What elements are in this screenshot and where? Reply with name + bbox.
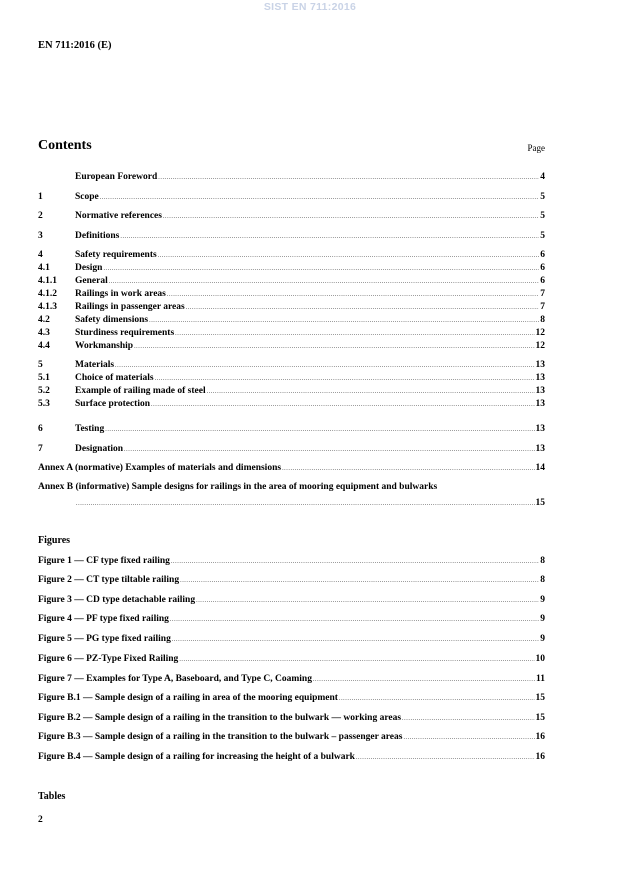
toc-leader — [207, 388, 535, 396]
figure-title: Figure B.4 — Sample design of a railing for increasing the height of a bulwark — [38, 752, 355, 762]
toc-number: 5 — [38, 360, 43, 370]
toc-title: Design — [75, 263, 103, 273]
figure-entry[interactable] — [38, 574, 545, 586]
toc-leader — [186, 304, 540, 312]
figure-entry[interactable] — [38, 653, 545, 665]
toc-leader — [158, 252, 540, 260]
figure-entry[interactable] — [38, 731, 545, 743]
toc-title: Choice of materials — [75, 373, 154, 383]
toc-page: 5 — [540, 231, 545, 241]
figure-page: 9 — [540, 595, 545, 605]
toc-title: Materials — [75, 360, 115, 370]
toc-leader — [403, 734, 534, 742]
toc-number: 1 — [38, 192, 43, 202]
figure-title: Figure B.2 — Sample design of a railing in the transition to the bulwark — working areas — [38, 713, 402, 723]
toc-number: 7 — [38, 444, 43, 454]
figure-entry[interactable] — [38, 751, 545, 763]
toc-leader — [134, 343, 534, 351]
figure-page: 16 — [535, 732, 545, 742]
toc-entry[interactable] — [38, 443, 545, 455]
toc-page: 14 — [535, 463, 545, 473]
toc-entry[interactable] — [38, 288, 545, 300]
toc-leader — [172, 636, 539, 644]
toc-title: Designation — [75, 444, 124, 454]
toc-entry[interactable] — [38, 230, 545, 242]
watermark: SIST EN 711:2016 — [263, 1, 357, 13]
toc-number: 4.3 — [38, 328, 50, 338]
figure-entry[interactable] — [38, 692, 545, 704]
toc-entry[interactable] — [38, 210, 545, 222]
toc-entry[interactable] — [38, 462, 545, 474]
toc-title: Workmanship — [75, 341, 134, 351]
figure-page: 11 — [536, 674, 545, 684]
figure-title: Figure 1 — CF type fixed railing — [38, 556, 170, 566]
figure-page: 15 — [535, 713, 545, 723]
toc-page: 13 — [535, 360, 545, 370]
figure-page: 8 — [540, 575, 545, 585]
toc-page: 5 — [540, 211, 545, 221]
figure-entry[interactable] — [38, 613, 545, 625]
toc-title: General — [75, 276, 108, 286]
toc-leader — [103, 265, 539, 273]
toc-page: 13 — [535, 386, 545, 396]
toc-page: 12 — [535, 328, 545, 338]
toc-title: Annex B (informative) Sample designs for railings in the area of mooring equipment and bulwarks — [38, 482, 438, 492]
toc-title: Railings in work areas — [75, 289, 166, 299]
page-number: 2 — [38, 815, 43, 825]
toc-number: 5.2 — [38, 386, 50, 396]
contents-title: Contents — [38, 138, 92, 153]
figure-entry[interactable] — [38, 712, 545, 724]
figure-title: Figure 7 — Examples for Type A, Baseboard, and Type C, Coaming — [38, 674, 312, 684]
toc-page: 13 — [535, 373, 545, 383]
toc-entry[interactable] — [38, 275, 545, 287]
toc-title: Definitions — [75, 231, 120, 241]
toc-leader — [120, 233, 539, 241]
document-id: EN 711:2016 (E) — [38, 40, 112, 51]
toc-title: Normative references — [75, 211, 162, 221]
toc-leader — [76, 500, 535, 508]
toc-entry[interactable] — [38, 171, 545, 183]
figure-page: 10 — [535, 654, 545, 664]
toc-page: 12 — [535, 341, 545, 351]
toc-leader — [402, 715, 534, 723]
figure-page: 9 — [540, 614, 545, 624]
toc-entry[interactable] — [38, 327, 545, 339]
toc-leader — [158, 174, 539, 182]
figure-entry[interactable] — [38, 555, 545, 567]
toc-page: 6 — [540, 250, 545, 260]
toc-leader — [179, 656, 534, 664]
figure-title: Figure B.3 — Sample design of a railing in the transition to the bulwark – passenger areas — [38, 732, 403, 742]
toc-title: Sturdiness requirements — [75, 328, 175, 338]
tables-heading: Tables — [38, 791, 66, 802]
toc-title: Example of railing made of steel — [75, 386, 206, 396]
figure-page: 16 — [535, 752, 545, 762]
toc-leader — [155, 375, 535, 383]
toc-number: 4.1.1 — [38, 276, 57, 286]
toc-entry[interactable] — [38, 340, 545, 352]
toc-leader — [149, 317, 539, 325]
toc-entry[interactable] — [38, 314, 545, 326]
toc-page: 13 — [535, 424, 545, 434]
toc-number: 4.1 — [38, 263, 50, 273]
toc-number: 3 — [38, 231, 43, 241]
toc-title: Scope — [75, 192, 99, 202]
figure-page: 9 — [540, 634, 545, 644]
toc-title: Safety dimensions — [75, 315, 149, 325]
toc-number: 6 — [38, 424, 43, 434]
toc-number: 4.1.3 — [38, 302, 57, 312]
toc-leader — [180, 577, 539, 585]
figure-entry[interactable] — [38, 633, 545, 645]
toc-page: 6 — [540, 276, 545, 286]
toc-title: Safety requirements — [75, 250, 157, 260]
toc-number: 5.1 — [38, 373, 50, 383]
toc-leader — [115, 362, 534, 370]
toc-leader — [282, 465, 534, 473]
toc-title: European Foreword — [75, 172, 158, 182]
toc-page: 15 — [535, 498, 545, 508]
toc-page: 4 — [540, 172, 545, 182]
toc-entry[interactable] — [38, 398, 545, 410]
toc-leader — [196, 597, 539, 605]
toc-leader — [175, 330, 534, 338]
figure-title: Figure B.1 — Sample design of a railing in area of the mooring equipment — [38, 693, 338, 703]
toc-leader — [170, 616, 539, 624]
figure-page: 15 — [535, 693, 545, 703]
toc-page: 5 — [540, 192, 545, 202]
toc-title: Railings in passenger areas — [75, 302, 185, 312]
toc-title: Testing — [75, 424, 105, 434]
toc-entry[interactable] — [38, 249, 545, 261]
toc-leader — [105, 426, 534, 434]
toc-page: 7 — [540, 302, 545, 312]
toc-number: 4.1.2 — [38, 289, 57, 299]
toc-leader — [167, 291, 539, 299]
toc-leader — [100, 194, 540, 202]
toc-leader — [356, 754, 535, 762]
toc-entry[interactable] — [38, 385, 545, 397]
figure-title: Figure 4 — PF type fixed railing — [38, 614, 169, 624]
toc-entry[interactable] — [38, 372, 545, 384]
toc-entry[interactable] — [38, 191, 545, 203]
toc-leader — [171, 558, 539, 566]
toc-entry[interactable] — [38, 262, 545, 274]
figure-page: 8 — [540, 556, 545, 566]
figure-title: Figure 5 — PG type fixed railing — [38, 634, 171, 644]
figure-entry[interactable] — [38, 673, 545, 685]
toc-page: 13 — [535, 444, 545, 454]
toc-leader — [163, 213, 539, 221]
toc-leader — [151, 401, 534, 409]
figure-title: Figure 3 — CD type detachable railing — [38, 595, 196, 605]
toc-leader — [124, 446, 534, 454]
toc-number: 4.4 — [38, 341, 50, 351]
toc-entry[interactable] — [38, 301, 545, 313]
toc-leader — [339, 695, 535, 703]
toc-page: 13 — [535, 399, 545, 409]
toc-number: 4.2 — [38, 315, 50, 325]
toc-number: 5.3 — [38, 399, 50, 409]
toc-entry[interactable] — [38, 423, 545, 435]
figure-entry[interactable] — [38, 594, 545, 606]
toc-page: 8 — [540, 315, 545, 325]
toc-entry[interactable] — [38, 359, 545, 371]
toc-leader — [109, 278, 540, 286]
toc-title: Surface protection — [75, 399, 151, 409]
toc-number: 2 — [38, 211, 43, 221]
toc-page: 7 — [540, 289, 545, 299]
toc-number: 4 — [38, 250, 43, 260]
page-column-label: Page — [527, 143, 545, 153]
toc-title: Annex A (normative) Examples of materials and dimensions — [38, 463, 282, 473]
toc-leader — [313, 676, 535, 684]
figures-heading: Figures — [38, 535, 71, 546]
figure-title: Figure 2 — CT type tiltable railing — [38, 575, 180, 585]
toc-page: 6 — [540, 263, 545, 273]
figure-title: Figure 6 — PZ-Type Fixed Railing — [38, 654, 179, 664]
